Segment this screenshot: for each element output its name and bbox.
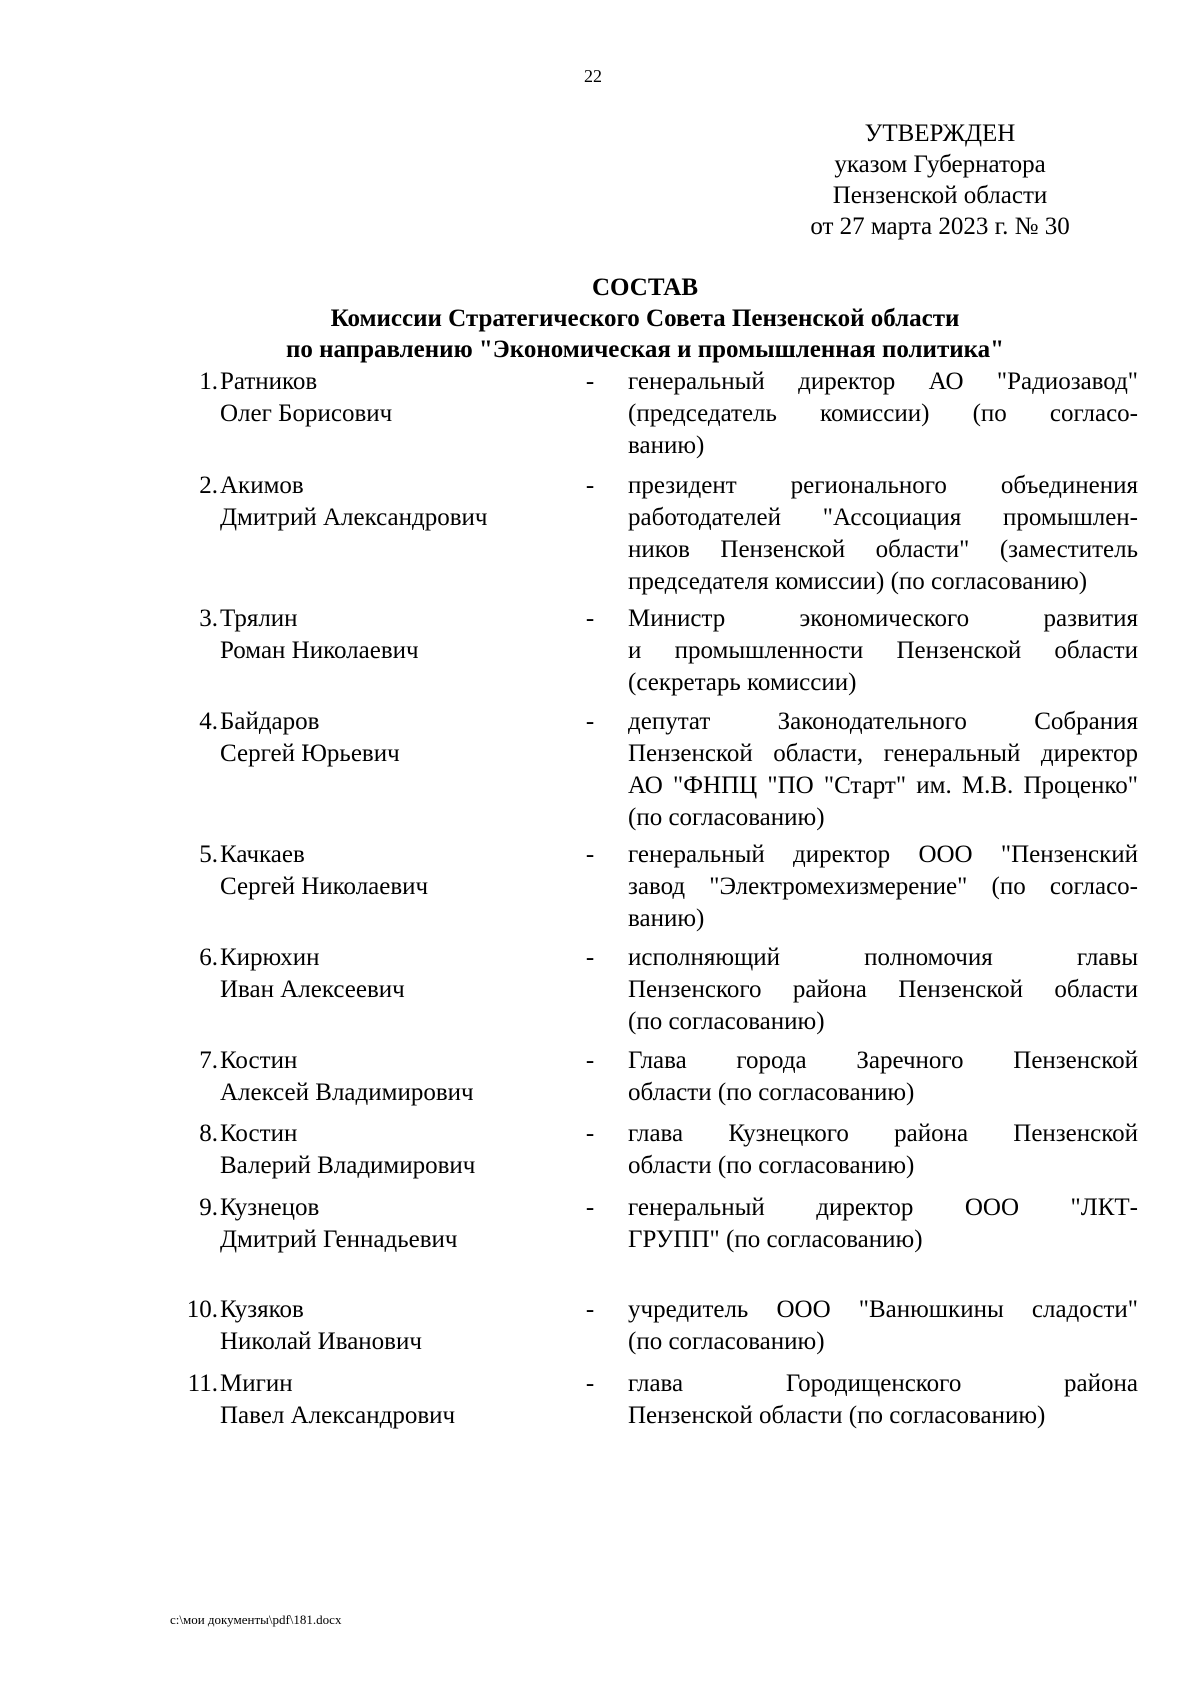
member-role	[628, 839, 1138, 935]
page-number: 22	[584, 66, 602, 86]
member-name	[220, 1294, 560, 1358]
member-number: 1.	[199, 368, 218, 395]
member-given-names: Олег Борисович	[220, 400, 393, 427]
member-role-line: ГРУПП" (по согласованию)	[628, 1226, 923, 1253]
member-role-line: (председатель комиссии) (по согласо-	[628, 400, 1138, 427]
member-role	[628, 942, 1138, 1038]
member-surname: Ратников	[220, 368, 318, 395]
member-given-names: Сергей Юрьевич	[220, 740, 400, 767]
member-role-line: учредитель ООО "Ванюшкины сладости"	[628, 1296, 1138, 1323]
member-number: 11.	[187, 1370, 218, 1397]
member-role-line: глава Городищенского района	[628, 1370, 1138, 1397]
member-role-line: АО "ФНПЦ "ПО "Старт" им. М.В. Проценко"	[628, 772, 1138, 799]
member-role-line: Пензенской области, генеральный директор	[628, 740, 1138, 767]
member-name	[220, 1192, 560, 1256]
member-given-names: Николай Иванович	[220, 1328, 422, 1355]
member-given-names: Иван Алексеевич	[220, 976, 405, 1003]
member-dash: -	[585, 944, 595, 971]
member-name	[220, 942, 560, 1006]
member-role-line: работодателей "Ассоциация промышлен-	[628, 504, 1138, 531]
member-role-line: завод "Электромехизмерение" (по согласо-	[628, 873, 1138, 900]
member-role-line: Пензенской области (по согласованию)	[628, 1402, 1046, 1429]
member-number: 10.	[186, 1296, 218, 1323]
file-path-footer: c:\мои документы\pdf\181.docx	[170, 1612, 342, 1627]
approval-line: указом Губернатора	[834, 151, 1046, 178]
member-given-names: Сергей Николаевич	[220, 873, 429, 900]
member-number: 9.	[199, 1194, 218, 1221]
member-number: 4.	[199, 708, 218, 735]
title-line: СОСТАВ	[591, 274, 699, 301]
member-role-line: исполняющий полномочия главы	[628, 944, 1138, 971]
member-role	[628, 1045, 1138, 1109]
member-name	[220, 1118, 560, 1182]
member-role-line: глава Кузнецкого района Пензенской	[628, 1120, 1138, 1147]
member-surname: Акимов	[220, 472, 304, 499]
document-title	[0, 272, 1200, 365]
member-role-line: генеральный директор ООО "Пензенский	[628, 841, 1138, 868]
member-role-line: генеральный директор АО "Радиозавод"	[628, 368, 1138, 395]
member-role	[628, 1118, 1138, 1182]
member-role-line: председателя комиссии) (по согласованию)	[628, 568, 1088, 595]
member-dash: -	[585, 1370, 595, 1397]
member-name	[220, 839, 560, 903]
member-surname: Костин	[220, 1120, 298, 1147]
member-role	[628, 706, 1138, 834]
member-name	[220, 366, 560, 430]
member-role-line: (по согласованию)	[628, 1008, 825, 1035]
member-dash: -	[585, 472, 595, 499]
member-role	[628, 470, 1138, 598]
member-role-line: ников Пензенской области" (заместитель	[628, 536, 1138, 563]
member-dash: -	[585, 1194, 595, 1221]
member-surname: Мигин	[220, 1370, 293, 1397]
member-role-line: ванию)	[628, 905, 705, 932]
member-role-line: области (по согласованию)	[628, 1152, 915, 1179]
member-given-names: Алексей Владимирович	[220, 1079, 474, 1106]
member-given-names: Дмитрий Александрович	[220, 504, 488, 531]
member-role	[628, 366, 1138, 462]
approval-line: от 27 марта 2023 г. № 30	[810, 213, 1070, 240]
member-dash: -	[585, 605, 595, 632]
member-role	[628, 1192, 1138, 1256]
member-role-line: Министр экономического развития	[628, 605, 1138, 632]
approval-line: УТВЕРЖДЕН	[864, 120, 1016, 147]
member-name	[220, 706, 560, 770]
member-name	[220, 470, 560, 534]
member-role-line: (по согласованию)	[628, 804, 825, 831]
member-given-names: Валерий Владимирович	[220, 1152, 476, 1179]
member-role-line: президент регионального объединения	[628, 472, 1138, 499]
member-surname: Кузяков	[220, 1296, 304, 1323]
member-dash: -	[585, 708, 595, 735]
member-role-line: и промышленности Пензенской области	[628, 637, 1138, 664]
member-given-names: Роман Николаевич	[220, 637, 419, 664]
member-role-line: (секретарь комиссии)	[628, 669, 857, 696]
member-role	[628, 1294, 1138, 1358]
approval-line: Пензенской области	[832, 182, 1048, 209]
member-given-names: Дмитрий Геннадьевич	[220, 1226, 458, 1253]
member-role	[628, 603, 1138, 699]
member-role-line: Глава города Заречного Пензенской	[628, 1047, 1138, 1074]
member-dash: -	[585, 1296, 595, 1323]
member-surname: Трялин	[220, 605, 298, 632]
member-role-line: Пензенского района Пензенской области	[628, 976, 1138, 1003]
member-surname: Кузнецов	[220, 1194, 320, 1221]
member-number: 6.	[199, 944, 218, 971]
member-dash: -	[585, 841, 595, 868]
title-line: Комиссии Стратегического Совета Пензенской области	[330, 305, 960, 332]
member-name	[220, 603, 560, 667]
member-role-line: генеральный директор ООО "ЛКТ-	[628, 1194, 1138, 1221]
member-dash: -	[585, 1120, 595, 1147]
member-surname: Кирюхин	[220, 944, 320, 971]
member-role-line: ванию)	[628, 432, 705, 459]
member-number: 2.	[199, 472, 218, 499]
approval-stamp	[790, 118, 1090, 242]
member-surname: Качкаев	[220, 841, 305, 868]
member-surname: Байдаров	[220, 708, 320, 735]
member-name	[220, 1045, 560, 1109]
member-dash: -	[585, 1047, 595, 1074]
member-given-names: Павел Александрович	[220, 1402, 456, 1429]
member-role-line: области (по согласованию)	[628, 1079, 915, 1106]
member-number: 7.	[199, 1047, 218, 1074]
title-line: по направлению "Экономическая и промышленная политика"	[285, 336, 1005, 363]
member-role	[628, 1368, 1138, 1432]
member-name	[220, 1368, 560, 1432]
member-number: 5.	[199, 841, 218, 868]
member-role-line: (по согласованию)	[628, 1328, 825, 1355]
member-dash: -	[585, 368, 595, 395]
member-surname: Костин	[220, 1047, 298, 1074]
member-number: 3.	[199, 605, 218, 632]
member-number: 8.	[199, 1120, 218, 1147]
member-role-line: депутат Законодательного Собрания	[628, 708, 1138, 735]
